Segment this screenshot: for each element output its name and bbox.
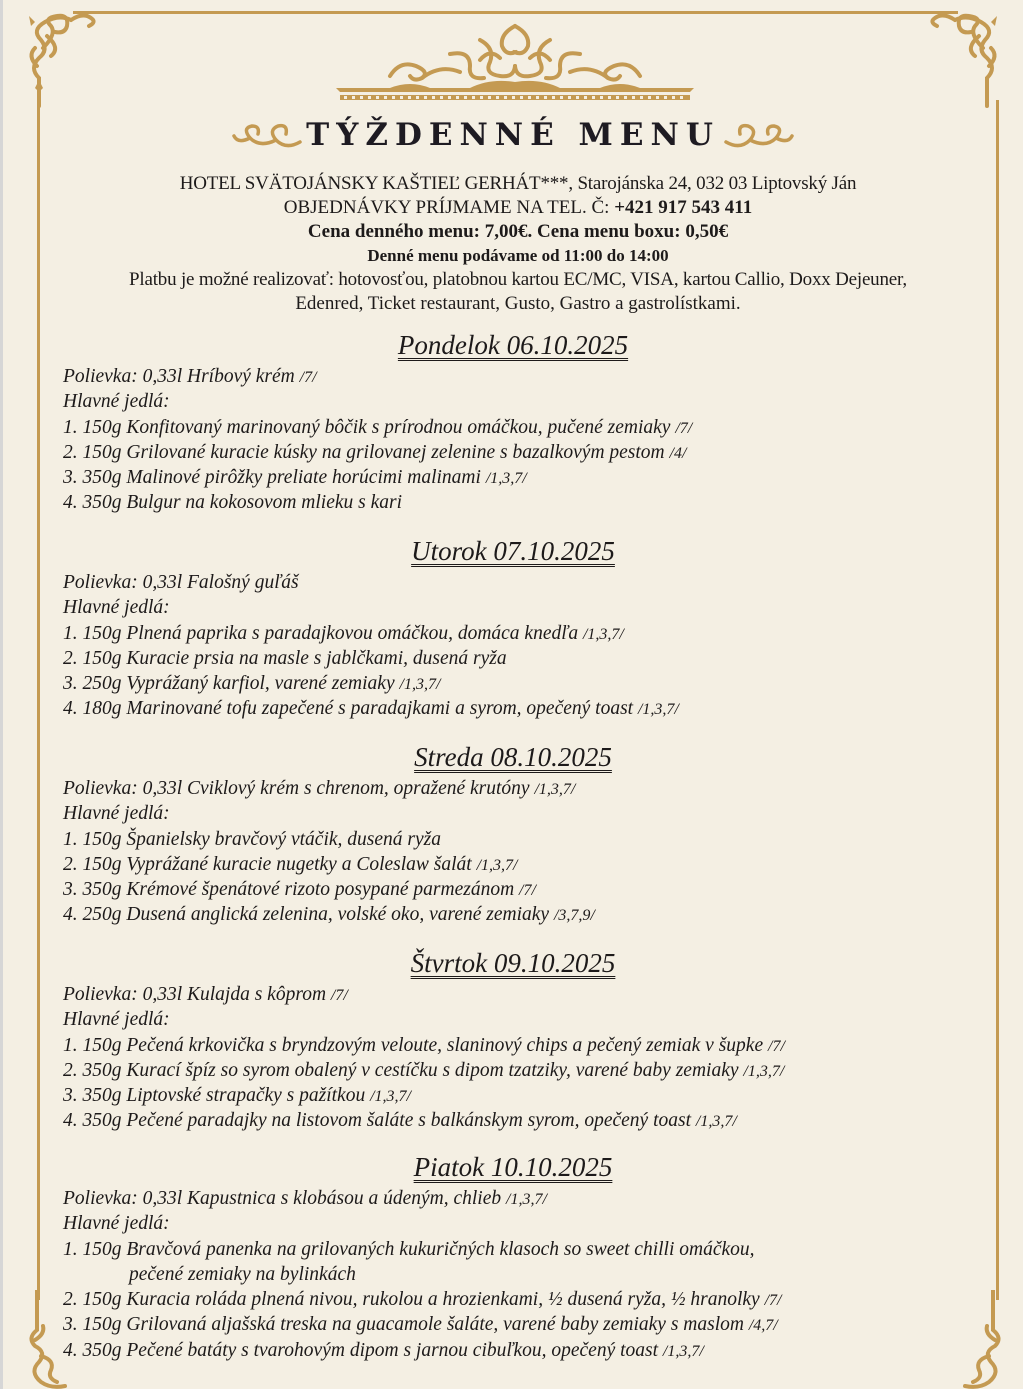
main-dish-item (63, 1338, 963, 1363)
main-dish-allergens: /7/ (764, 1292, 782, 1310)
main-dish-text: 2. 150g Grilované kuracie kúsky na grilovanej zelenine s bazalkovým pestom (63, 441, 670, 463)
main-dish-text: 4. 350g Pečené paradajky na listovom šaláte s balkánskym syrom, opečený toast (63, 1110, 696, 1132)
border-top-line (73, 11, 958, 14)
main-dish-continuation (63, 1262, 963, 1287)
main-dish-allergens: /1,3,7/ (582, 625, 624, 643)
soup-allergens: /1,3,7/ (506, 1191, 547, 1208)
main-dish-text: 4. 180g Marinované tofu zapečené s paradajkami a syrom, opečený toast (63, 698, 638, 720)
header-info (63, 172, 973, 316)
main-dish-text: 2. 350g Kurací špíz so syrom obalený v cestíčku s dipom tzatziky, varené baby zemiaky (63, 1059, 744, 1081)
day-section (63, 328, 963, 516)
mains-label: Hlavné jedlá: (63, 803, 170, 825)
day-heading-text: Štvrtok 09.10.2025 (410, 948, 616, 978)
order-phone: +421 917 543 411 (614, 197, 753, 218)
main-dish-text: 1. 150g Španielsky bravčový vtáčik, dusená ryža (63, 828, 441, 850)
main-dish-allergens: /4/ (669, 444, 687, 462)
main-dish-item (63, 671, 963, 696)
day-heading-text: Streda 08.10.2025 (414, 742, 612, 772)
footer-line-cut-off (3, 1380, 1023, 1389)
mains-label: Hlavné jedlá: (63, 1213, 170, 1235)
soup-text: Polievka: 0,33l Cviklový krém s chrenom, opražené krutóny (63, 778, 535, 799)
main-dish-text: 3. 250g Vyprážaný karfiol, varené zemiaky (63, 673, 400, 695)
day-section (63, 946, 963, 1134)
corner-ornament-top-right-icon (925, 8, 1005, 108)
day-section (63, 534, 963, 722)
order-line (63, 196, 973, 220)
main-dish-text: 1. 150g Plnená paprika s paradajkovou omáčkou, domáca knedľa (63, 622, 583, 644)
main-dish-allergens: /1,3,7/ (399, 676, 441, 694)
main-dish-allergens: /1,3,7/ (370, 1088, 411, 1106)
main-dish-item (63, 490, 963, 515)
main-dish-item (63, 465, 963, 490)
main-dish-text: 4. 250g Dusená anglická zelenina, volské oko, varené zemiaky (63, 904, 554, 926)
main-dish-text: 4. 350g Pečené batáty s tvarohovým dipom s jarnou cibuľkou, opečený toast (63, 1339, 663, 1361)
soup-line (63, 982, 963, 1007)
main-dish-allergens: /7/ (675, 419, 693, 437)
main-dish-allergens: /7/ (519, 882, 536, 900)
main-dish-item (63, 696, 963, 721)
main-dish-item (63, 1108, 963, 1133)
main-dish-item (63, 621, 963, 646)
main-dish-item (63, 852, 963, 877)
soup-text: Polievka: 0,33l Kulajda s kôprom (63, 984, 331, 1005)
day-heading (63, 946, 963, 982)
payment-line-2: Edenred, Ticket restaurant, Gusto, Gastro a gastrolístkami. (295, 293, 741, 314)
page-title: TÝŽDENNÉ MENU (306, 117, 720, 153)
price-line: Cena denného menu: 7,00€. Cena menu boxu: 0,50€ (307, 221, 729, 242)
crown-ornament-icon (330, 20, 700, 104)
main-dish-item (63, 877, 963, 902)
mains-label: Hlavné jedlá: (63, 1009, 170, 1031)
soup-text: Polievka: 0,33l Hríbový krém (63, 366, 300, 387)
main-dish-item (63, 440, 963, 465)
day-heading (63, 740, 963, 776)
main-dish-item (63, 1083, 963, 1108)
soup-text: Polievka: 0,33l Kapustnica s klobásou a údeným, chlieb (63, 1188, 506, 1209)
soup-line (63, 776, 963, 801)
border-right-line (996, 100, 999, 1300)
main-dish-text: 2. 150g Kuracie prsia na masle s jablčkami, dusená ryža (63, 647, 507, 669)
main-dish-text: 1. 150g Konfitovaný marinovaný bôčik s prírodnou omáčkou, pučené zemiaky (63, 416, 676, 438)
day-section (63, 1150, 963, 1363)
main-dish-text: 1. 150g Bravčová panenka na grilovaných kukuričných klasoch so sweet chilli omáčkou, (63, 1238, 755, 1260)
mains-label: Hlavné jedlá: (63, 391, 170, 413)
main-dish-allergens: /1,3,7/ (485, 470, 527, 488)
main-dish-text: 3. 350g Malinové pirôžky preliate horúcimi malinami (63, 467, 486, 489)
main-dish-text: 4. 350g Bulgur na kokosovom mlieku s kari (63, 492, 403, 514)
main-dish-text: pečené zemiaky na bylinkách (129, 1263, 356, 1285)
main-dish-allergens: /1,3,7/ (637, 701, 679, 719)
day-heading-text: Utorok 07.10.2025 (411, 536, 615, 566)
title-row (3, 112, 1023, 158)
main-dish-allergens: /1,3,7/ (662, 1342, 704, 1360)
main-dish-text: 3. 350g Liptovské strapačky s pažítkou (63, 1085, 371, 1107)
order-label: OBJEDNÁVKY PRÍJMAME NA TEL. Č: (283, 197, 615, 218)
main-dish-item (63, 1312, 963, 1337)
main-dish-item (63, 1237, 963, 1262)
payment-line-1: Platbu je možné realizovať: hotovosťou, platobnou kartou EC/MC, VISA, kartou Callio, Doxx Dejeuner, (129, 269, 907, 290)
main-dish-item (63, 646, 963, 671)
day-heading (63, 328, 963, 364)
main-dish-allergens: /1,3,7/ (476, 856, 518, 874)
main-dish-text: 1. 150g Pečená krkovička s bryndzovým veloute, slaninový chips a pečený zemiak v šupke (63, 1034, 768, 1056)
soup-text: Polievka: 0,33l Falošný guľáš (63, 572, 299, 593)
soup-line (63, 364, 963, 389)
soup-line (63, 1186, 963, 1211)
soup-allergens: /7/ (299, 369, 317, 386)
hotel-address: HOTEL SVÄTOJÁNSKY KAŠTIEĽ GERHÁT***, Starojánska 24, 032 03 Liptovský Ján (179, 173, 857, 194)
day-heading (63, 1150, 963, 1186)
border-left-line (37, 100, 40, 1300)
soup-allergens: /7/ (330, 987, 348, 1004)
main-dish-allergens: /7/ (768, 1037, 785, 1055)
title-flourish-right-icon (724, 120, 796, 150)
main-dish-item (63, 415, 963, 440)
main-dish-item (63, 1033, 963, 1058)
main-dish-text: 2. 150g Kuracia roláda plnená nivou, rukolou a hrozienkami, ½ dusená ryža, ½ hranolky (63, 1289, 765, 1311)
soup-line (63, 570, 963, 595)
main-dish-allergens: /1,3,7/ (743, 1062, 785, 1080)
menu-page (3, 0, 1023, 1389)
corner-ornament-top-left-icon (21, 8, 101, 108)
main-dish-item (63, 1287, 963, 1312)
main-dish-item (63, 827, 963, 852)
mains-label: Hlavné jedlá: (63, 597, 170, 619)
hours-line: Denné menu podávame od 11:00 do 14:00 (367, 246, 669, 265)
day-section (63, 740, 963, 928)
day-heading-text: Piatok 10.10.2025 (413, 1152, 613, 1182)
main-dish-item (63, 1058, 963, 1083)
main-dish-allergens: /1,3,7/ (695, 1113, 737, 1131)
main-dish-text: 3. 350g Krémové špenátové rizoto posypané parmezánom (63, 879, 520, 901)
title-flourish-left-icon (230, 120, 302, 150)
main-dish-item (63, 902, 963, 927)
main-dish-allergens: /4,7/ (748, 1317, 778, 1335)
day-heading-text: Pondelok 06.10.2025 (397, 330, 629, 360)
main-dish-text: 2. 150g Vyprážané kuracie nugetky a Coleslaw šalát (63, 853, 477, 875)
main-dish-text: 3. 150g Grilovaná aljašská treska na guacamole šaláte, varené baby zemiaky s maslom (63, 1314, 749, 1336)
day-heading (63, 534, 963, 570)
main-dish-allergens: /3,7,9/ (553, 907, 595, 925)
soup-allergens: /1,3,7/ (534, 781, 576, 798)
